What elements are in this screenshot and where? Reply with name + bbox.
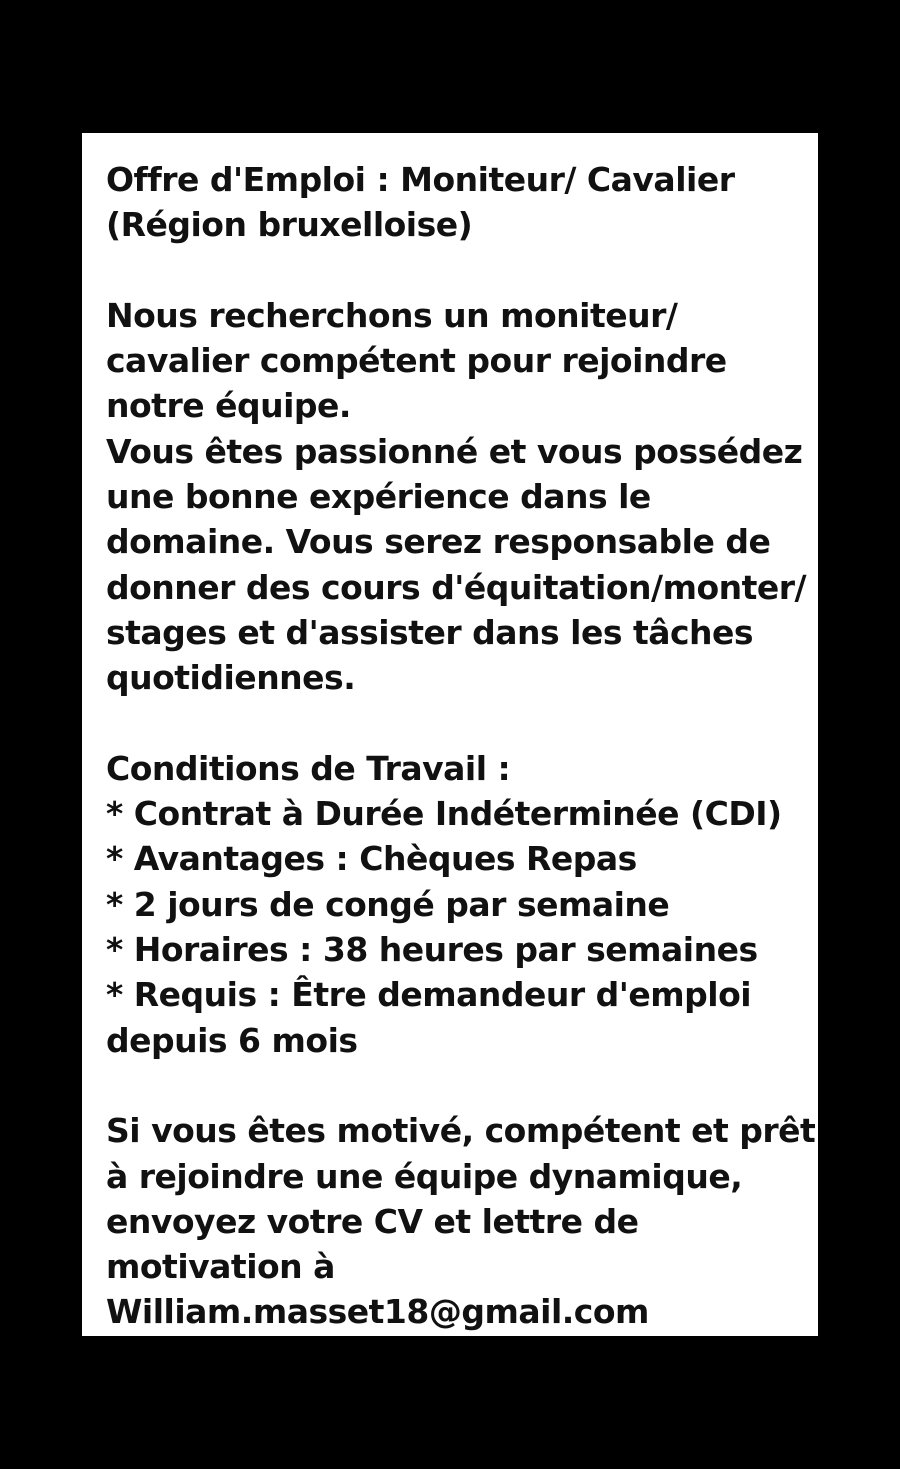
contact-email: William.masset18@gmail.com — [106, 1292, 649, 1332]
conditions-heading: Conditions de Travail : — [106, 748, 511, 788]
condition-item: * Avantages : Chèques Repas — [106, 839, 637, 879]
condition-item-continuation: depuis 6 mois — [106, 1020, 358, 1060]
intro-line: cavalier compétent pour rejoindre — [106, 341, 727, 381]
job-offer-card — [82, 133, 818, 1336]
title-line-1: Offre d'Emploi : Moniteur/ Cavalier — [106, 160, 735, 199]
condition-item: * Requis : Être demandeur d'emploi — [106, 975, 752, 1015]
intro-line: Vous êtes passionné et vous possédez — [106, 431, 803, 471]
intro-line: quotidiennes. — [106, 658, 356, 698]
intro-line: domaine. Vous serez responsable de — [106, 522, 771, 562]
paragraph-spacer — [106, 248, 798, 293]
paragraph-spacer — [106, 1063, 798, 1108]
intro-line: une bonne expérience dans le — [106, 477, 651, 517]
closing-line: Si vous êtes motivé, compétent et prêt — [106, 1111, 816, 1151]
condition-item: * 2 jours de congé par semaine — [106, 884, 670, 924]
closing-line: motivation à — [106, 1247, 335, 1287]
intro-line: notre équipe. — [106, 386, 351, 426]
condition-item: * Contrat à Durée Indéterminée (CDI) — [106, 794, 782, 834]
intro-line: Nous recherchons un moniteur/ — [106, 295, 678, 335]
intro-line: stages et d'assister dans les tâches — [106, 612, 754, 652]
closing-line: envoyez votre CV et lettre de — [106, 1201, 639, 1241]
intro-line: donner des cours d'équitation/monter/ — [106, 567, 807, 607]
title-line-2: (Région bruxelloise) — [106, 205, 473, 245]
closing-line: à rejoindre une équipe dynamique, — [106, 1156, 743, 1196]
paragraph-spacer — [106, 701, 798, 746]
condition-item: * Horaires : 38 heures par semaines — [106, 930, 758, 970]
